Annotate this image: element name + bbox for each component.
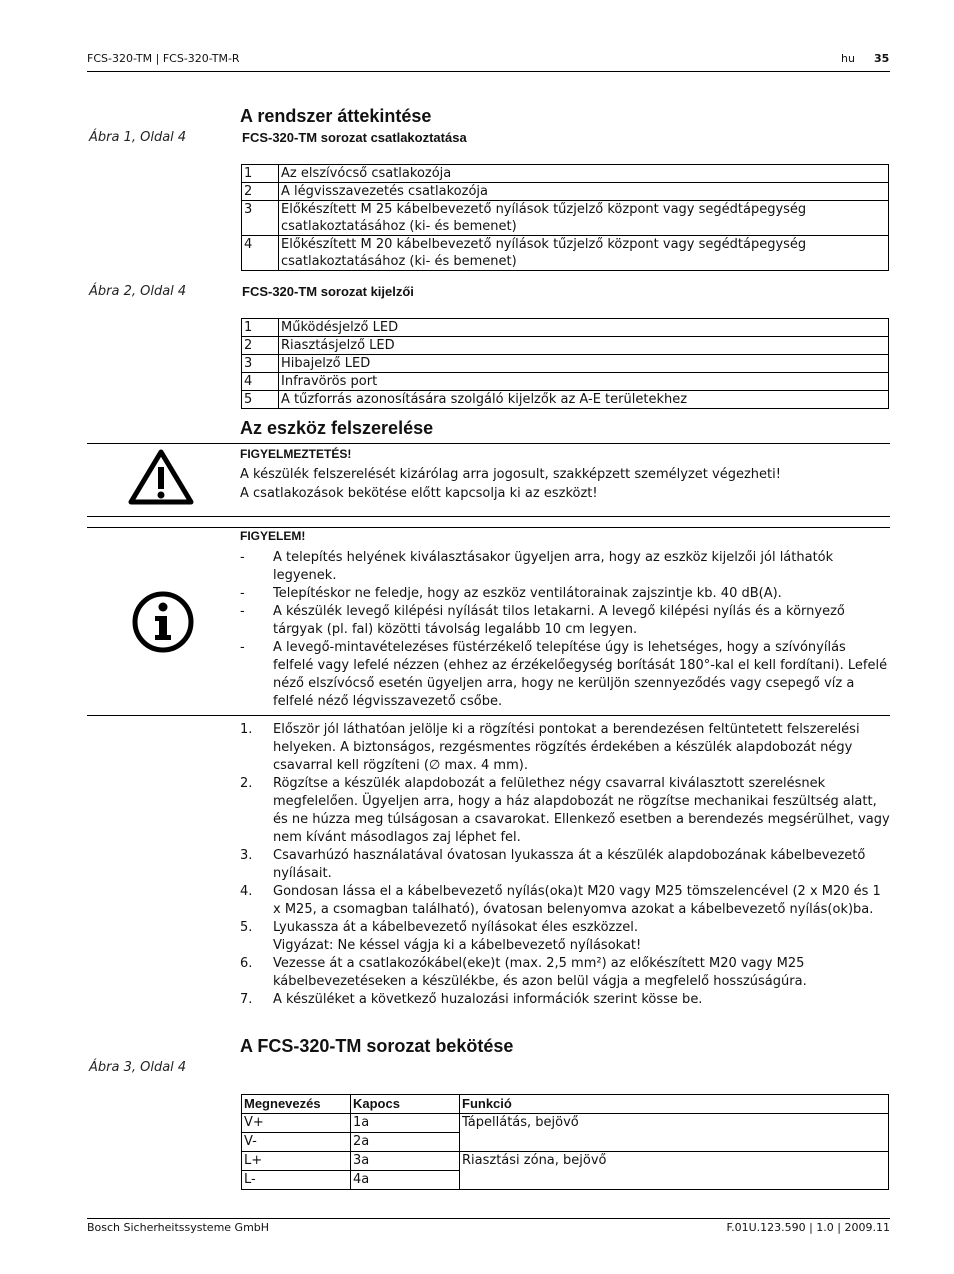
notice-top-rule <box>87 527 890 528</box>
list-item <box>240 847 890 883</box>
figure-3-reference: Ábra 3, Oldal 4 <box>89 1060 187 1075</box>
wiring-name-cell: L+ <box>242 1152 351 1171</box>
footer-rule <box>87 1218 890 1219</box>
step-number: 5. <box>240 920 253 935</box>
item-number: 1 <box>242 165 279 183</box>
warning-text-line-2: A csatlakozások bekötése előtt kapcsolja ki az eszközt! <box>240 486 598 501</box>
item-number: 4 <box>242 373 279 391</box>
list-marker: - <box>240 586 245 601</box>
list-item <box>240 585 890 603</box>
table-row <box>242 183 889 201</box>
item-number: 5 <box>242 391 279 409</box>
list-item-text: A levegő-mintavételezéses füstérzékelő telepítése úgy is lehetséges, hogy a szívónyílás felfelé vagy lefelé nézzen (ehhez az érzékelőegység borítását 180°-kal el kell fordítani). Lefelé néző elszívócső esetén ügyeljen arra, hogy ne kerüljön szennyeződés vagy csepegő víz a felfelé néző légvisszavezető csőbe. <box>273 640 888 709</box>
list-item <box>240 919 890 955</box>
section-title-system-overview: A rendszer áttekintése <box>240 106 432 126</box>
warning-top-rule <box>87 443 890 444</box>
wiring-header-terminal: Kapocs <box>351 1095 460 1114</box>
header-page-number: 35 <box>874 52 890 65</box>
table-row <box>242 1114 889 1133</box>
warning-label: FIGYELMEZTETÉS! <box>240 447 352 461</box>
item-description: Infravörös port <box>279 373 889 391</box>
figure-2-reference: Ábra 2, Oldal 4 <box>89 284 187 299</box>
step-number: 4. <box>240 884 253 899</box>
list-marker: - <box>240 550 245 565</box>
table-row <box>242 236 889 271</box>
table-row <box>242 201 889 236</box>
list-item <box>240 883 890 919</box>
notice-label: FIGYELEM! <box>240 529 306 543</box>
item-number: 2 <box>242 337 279 355</box>
list-item <box>240 991 890 1009</box>
item-description: Riasztásjelző LED <box>279 337 889 355</box>
wiring-terminal-cell: 1a <box>351 1114 460 1133</box>
item-number: 1 <box>242 319 279 337</box>
warning-text-line-1: A készülék felszerelését kizárólag arra jogosult, szakképzett személyzet végezheti! <box>240 467 781 482</box>
list-item <box>240 721 890 775</box>
step-number: 7. <box>240 992 253 1007</box>
figure-1-caption: FCS-320-TM sorozat csatlakoztatása <box>242 130 467 145</box>
list-item <box>240 603 890 639</box>
header-language: hu <box>841 52 855 65</box>
step-text: Vezesse át a csatlakozókábel(eke)t (max. 2,5 mm²) az előkészített M20 vagy M25 kábelbevezetéseken a készülékbe, és azon belül vágja a megfelelő hosszúságúra. <box>273 956 807 989</box>
table-row <box>242 355 889 373</box>
warning-bottom-rule <box>87 516 890 517</box>
item-description: A tűzforrás azonosítására szolgáló kijelzők az A-E területekhez <box>279 391 889 409</box>
wiring-header-name: Megnevezés <box>242 1095 351 1114</box>
step-number: 2. <box>240 776 253 791</box>
item-description: Hibajelző LED <box>279 355 889 373</box>
figure-2-caption: FCS-320-TM sorozat kijelzői <box>242 284 414 299</box>
item-description: Előkészített M 20 kábelbevezető nyílások tűzjelző központ vagy segédtápegység csatlakoztatásához (ki- és bemenet) <box>279 236 889 271</box>
wiring-name-cell: V+ <box>242 1114 351 1133</box>
list-item <box>240 639 890 711</box>
connections-table <box>241 164 889 271</box>
notice-list <box>240 549 890 711</box>
list-item <box>240 549 890 585</box>
item-number: 3 <box>242 201 279 236</box>
list-marker: - <box>240 640 245 655</box>
item-number: 3 <box>242 355 279 373</box>
warning-triangle-icon <box>127 448 195 506</box>
installation-steps-list <box>240 721 890 1009</box>
step-number: 3. <box>240 848 253 863</box>
list-marker: - <box>240 604 245 619</box>
header-rule <box>87 71 890 72</box>
header-doc-title: FCS-320-TM | FCS-320-TM-R <box>87 52 240 65</box>
notice-bottom-rule <box>87 715 890 716</box>
footer-company: Bosch Sicherheitssysteme GmbH <box>87 1221 270 1234</box>
section-title-wiring: A FCS-320-TM sorozat bekötése <box>240 1036 514 1056</box>
item-description: A légvisszavezetés csatlakozója <box>279 183 889 201</box>
wiring-function-alarm: Riasztási zóna, bejövő <box>460 1152 889 1190</box>
wiring-terminal-cell: 2a <box>351 1133 460 1152</box>
info-icon <box>131 590 195 654</box>
step-number: 1. <box>240 722 253 737</box>
step-text: Csavarhúzó használatával óvatosan lyukassza át a készülék alapdobozának kábelbevezető nyílásait. <box>273 848 866 881</box>
table-row <box>242 391 889 409</box>
wiring-name-cell: L- <box>242 1171 351 1190</box>
item-number: 2 <box>242 183 279 201</box>
step-caution-text: Vigyázat: Ne késsel vágja ki a kábelbevezető nyílásokat! <box>273 938 642 953</box>
footer-doc-info: F.01U.123.590 | 1.0 | 2009.11 <box>726 1221 890 1234</box>
wiring-terminal-cell: 4a <box>351 1171 460 1190</box>
list-item-text: A telepítés helyének kiválasztásakor ügyeljen arra, hogy az eszköz kijelzői jól láthatók legyenek. <box>273 550 834 583</box>
table-row <box>242 337 889 355</box>
wiring-function-power: Tápellátás, bejövő <box>460 1114 889 1152</box>
step-text: Lyukassza át a kábelbevezető nyílásokat éles eszközzel. <box>273 920 638 935</box>
step-text: Rögzítse a készülék alapdobozát a felülethez négy csavarral kiválasztott szerelésnek megfelelően. Ügyeljen arra, hogy a ház alapdobozát ne rögzítse mechanikai feszültség alatt, és ne húzza meg túlságosan a csavarokat. Ellenkező esetben a berendezés megsérülhet, vagy nem kívánt másodlagos zaj léphet fel. <box>273 776 890 845</box>
table-row <box>242 319 889 337</box>
item-number: 4 <box>242 236 279 271</box>
wiring-terminal-cell: 3a <box>351 1152 460 1171</box>
list-item-text: Telepítéskor ne feledje, hogy az eszköz ventilátorainak zajszintje kb. 40 dB(A). <box>273 586 782 601</box>
section-title-installation: Az eszköz felszerelése <box>240 418 434 438</box>
step-text: Először jól láthatóan jelölje ki a rögzítési pontokat a berendezésen feltüntetett felszerelési helyeken. A biztonságos, rezgésmentes rögzítés érdekében a készülék alapdobozát négy csavarral kell rögzíteni (∅ max. 4 mm). <box>273 722 860 773</box>
list-item <box>240 955 890 991</box>
list-item <box>240 775 890 847</box>
step-number: 6. <box>240 956 253 971</box>
item-description: Előkészített M 25 kábelbevezető nyílások tűzjelző központ vagy segédtápegység csatlakoztatásához (ki- és bemenet) <box>279 201 889 236</box>
table-row <box>242 373 889 391</box>
step-text: A készüléket a következő huzalozási információk szerint kösse be. <box>273 992 703 1007</box>
list-item-text: A készülék levegő kilépési nyílását tilos letakarni. A levegő kilépési nyílás és a környező tárgyak (pl. fal) közötti távolság legalább 10 cm legyen. <box>273 604 845 637</box>
step-text: Gondosan lássa el a kábelbevezető nyílás(oka)t M20 vagy M25 tömszelencével (2 x M20 és 1 x M25, a csomagban található), óvatosan belenyomva azokat a kábelbevezető nyílás(ok)ba. <box>273 884 881 917</box>
wiring-name-cell: V- <box>242 1133 351 1152</box>
indicators-table <box>241 318 889 409</box>
table-row <box>242 165 889 183</box>
figure-1-reference: Ábra 1, Oldal 4 <box>89 130 187 145</box>
item-description: Működésjelző LED <box>279 319 889 337</box>
table-row <box>242 1152 889 1171</box>
wiring-header-function: Funkció <box>460 1095 889 1114</box>
wiring-table <box>241 1094 889 1190</box>
item-description: Az elszívócső csatlakozója <box>279 165 889 183</box>
